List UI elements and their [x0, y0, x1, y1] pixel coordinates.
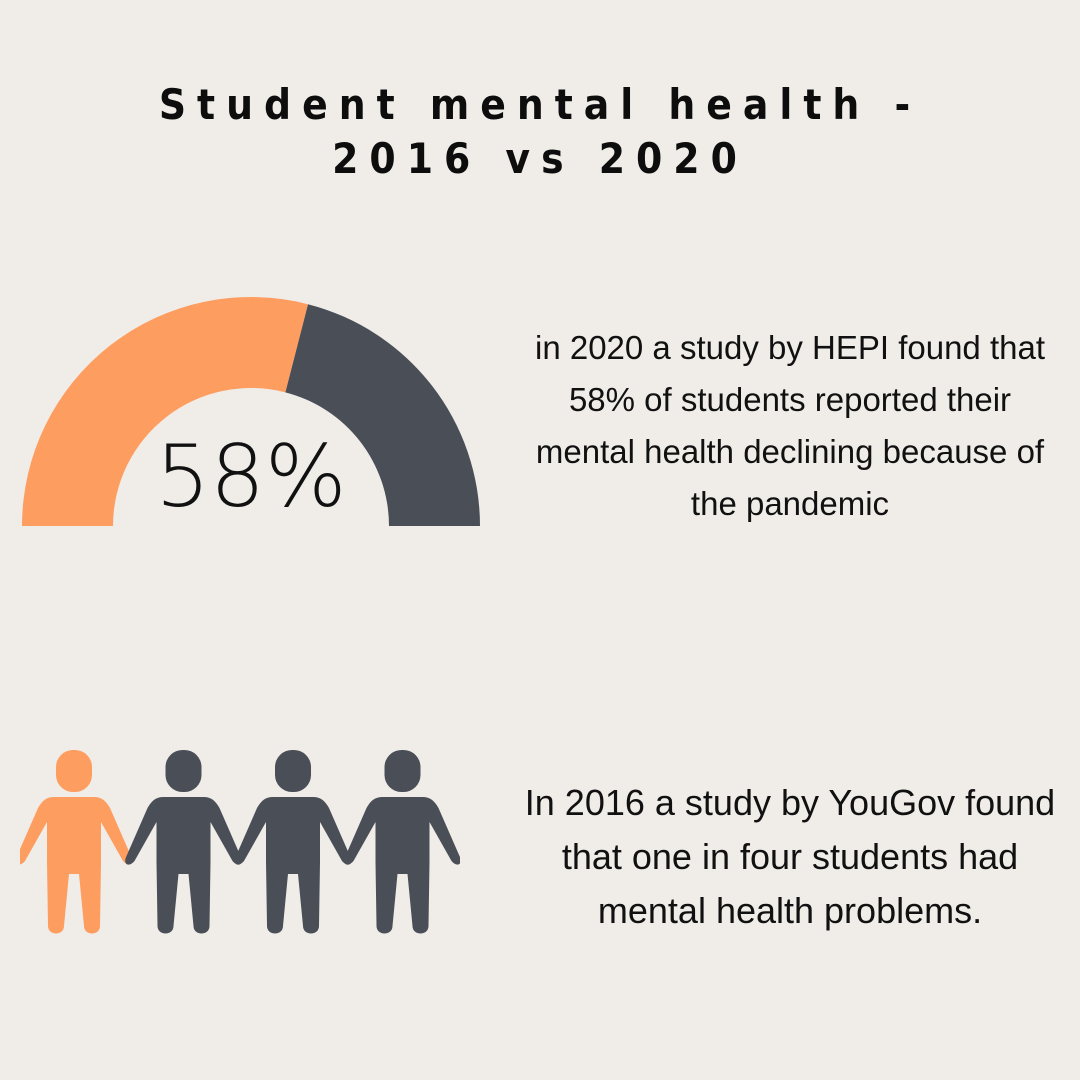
- page-title: Student mental health - 2016 vs 2020: [158, 80, 922, 183]
- person-icon: [235, 750, 352, 934]
- yougov-study-text: In 2016 a study by YouGov found that one in four students had mental health problems.: [524, 782, 1056, 931]
- gauge-value-label: 58%: [155, 427, 347, 527]
- gauge-chart: [0, 270, 500, 550]
- people-pictogram: [20, 748, 460, 938]
- person-icon: [125, 750, 242, 934]
- person-icon: [344, 750, 460, 934]
- person-icon-highlighted: [20, 750, 132, 934]
- hepi-study-text: in 2020 a study by HEPI found that 58% of students reported their mental health declining because of the pandemic: [534, 329, 1045, 522]
